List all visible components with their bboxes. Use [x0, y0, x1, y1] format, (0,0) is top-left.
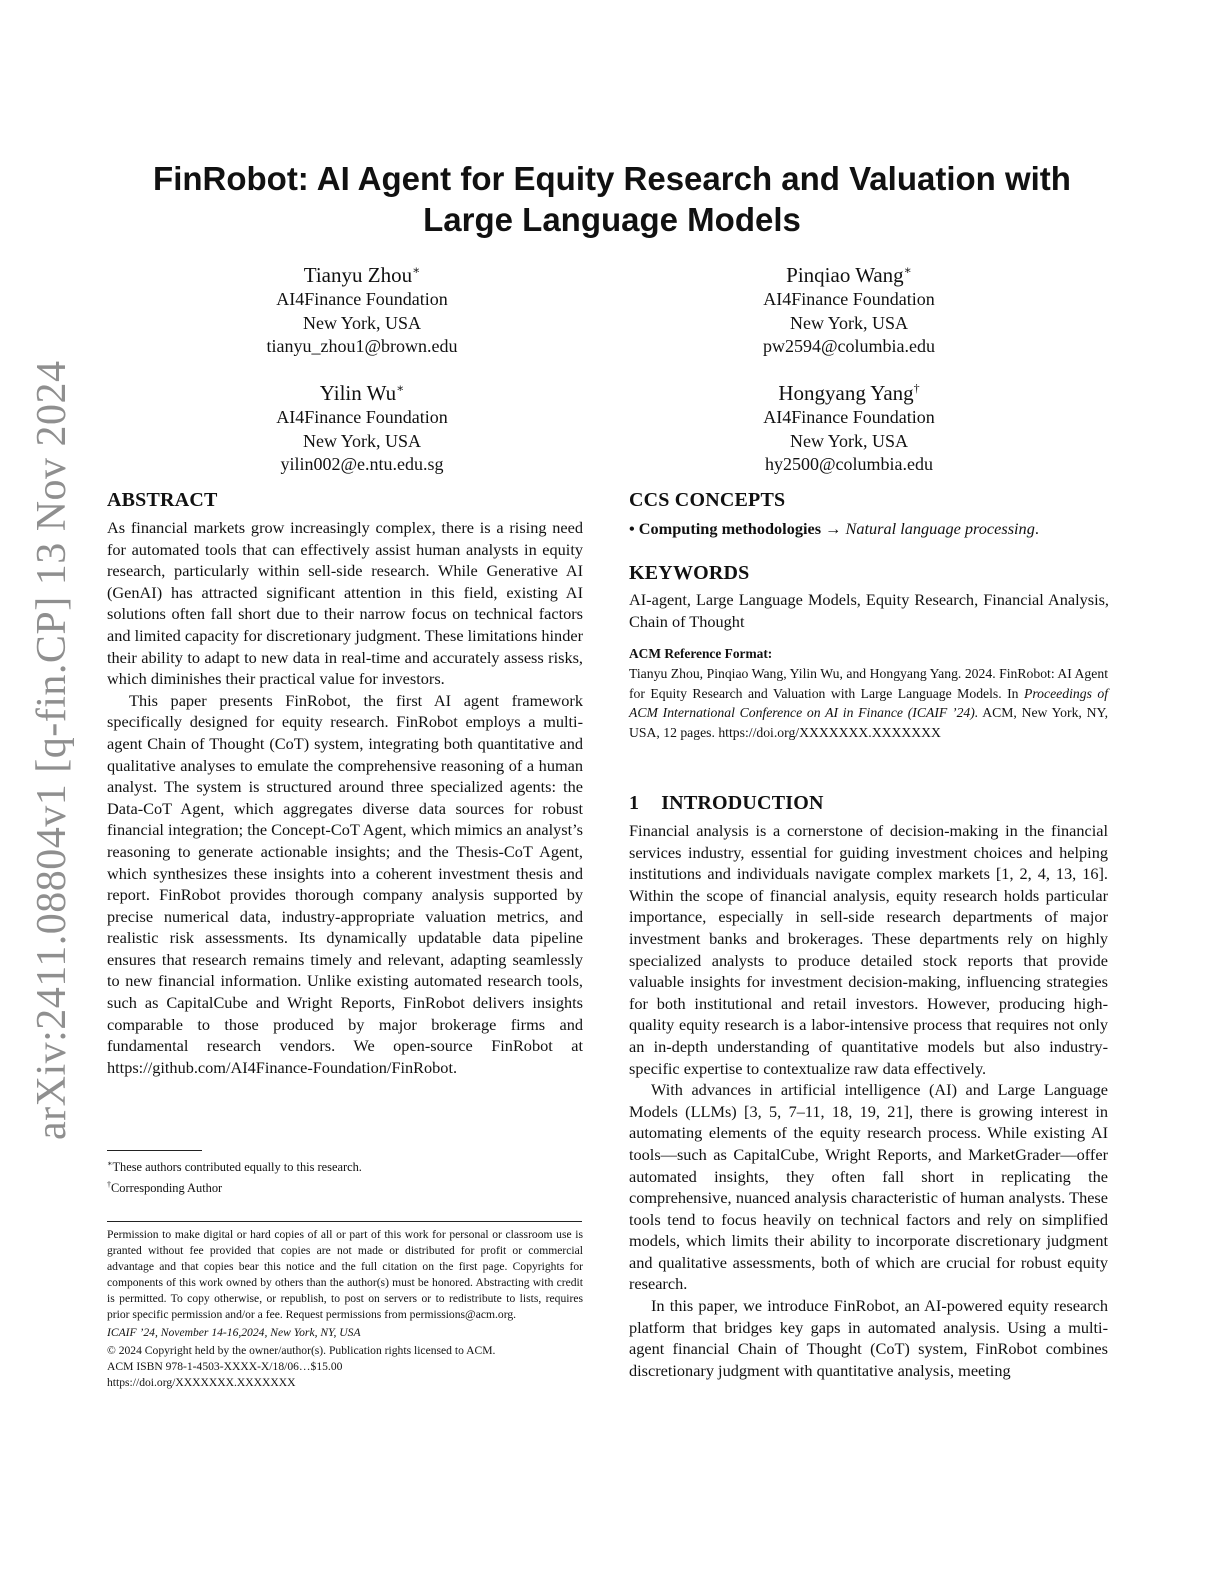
author-name: Pinqiao Wang∗ — [786, 263, 912, 287]
introduction-heading: 1 INTRODUCTION — [629, 792, 824, 814]
footnotes — [107, 1155, 587, 1197]
copyright-line: © 2024 Copyright held by the owner/author(s). Publication rights licensed to ACM. — [107, 1343, 496, 1357]
title-line-2: Large Language Models — [423, 201, 801, 238]
intro-paragraph: In this paper, we introduce FinRobot, an AI-powered equity research platform that bridges key gaps in automated analysis. Using a multi-agent financial Chain of Thought (CoT) system, FinRobot combines discretionary judgment with quantitative analysis, meeting — [629, 1296, 1108, 1380]
author-block-4 — [679, 375, 1019, 477]
author-name: Hongyang Yang† — [778, 381, 920, 405]
paper-title — [100, 158, 1124, 240]
author-email: hy2500@columbia.edu — [764, 454, 934, 474]
abstract-paragraph: As financial markets grow increasingly complex, there is a rising need for automated tools that can effectively assist human analysts in equity research, particularly within sell-side research. While Generative AI (GenAI) has attracted significant attention in this field, existing AI solutions often fall short due to their narrow focus on technical factors and limited capacity for discretionary judgment. These limitations hinder their ability to adapt to new data in real-time and accurately assess risks, which diminishes their practical value for investors. — [107, 518, 583, 689]
title-line-1: FinRobot: AI Agent for Equity Research and Valuation with — [153, 160, 1071, 197]
author-affiliation: AI4Finance Foundation — [276, 407, 448, 427]
author-name: Yilin Wu∗ — [319, 381, 405, 405]
footnote-equal-contribution: ∗These authors contributed equally to this research. — [107, 1159, 362, 1175]
intro-paragraph: Financial analysis is a cornerstone of decision-making in the financial services industry, essential for guiding investment choices and helping institutions and individuals navigate complex markets [1, 2, 4, 13, 16]. Within the scope of financial analysis, equity research holds particular importance, especially in sell-side research departments of major investment banks and brokerages. These departments rely on highly specialized analysts to produce detailed stock reports that provide valuable insights for investment decision-making, influencing strategies for both institutional and retail investors. However, producing high-quality equity research is a labor-intensive process that requires not only an in-depth understanding of quantitative models but also industry-specific expertise to contextualize raw data effectively. — [629, 821, 1108, 1078]
author-location: New York, USA — [789, 312, 909, 333]
introduction-body — [629, 820, 1108, 1381]
permission-text: Permission to make digital or hard copies of all or part of this work for personal or classroom use is granted without fee provided that copies are not made or distributed for profit or commercial advantage and that copies bear this notice and the full citation on the first page. Copyrights for components of this work owned by others than the author(s) must be honored. Abstracting with credit is permitted. To copy otherwise, or republish, to post on servers or to redistribute to lists, requires prior specific permission and/or a fee. Request permissions from permissions@acm.org. — [107, 1228, 583, 1322]
ccs-category: Computing methodologies — [638, 519, 822, 538]
author-affiliation: AI4Finance Foundation — [763, 407, 935, 427]
author-block-2 — [679, 257, 1019, 359]
abstract-body — [107, 517, 583, 1078]
footnote-divider — [107, 1150, 202, 1151]
permission-divider — [107, 1221, 582, 1222]
acm-reference-heading: ACM Reference Format: — [629, 646, 773, 661]
author-email: pw2594@columbia.edu — [762, 336, 936, 356]
ccs-concept-name: Natural language processing — [845, 519, 1035, 538]
author-email: tianyu_zhou1@brown.edu — [266, 336, 458, 356]
acm-reference-text: Tianyu Zhou, Pinqiao Wang, Yilin Wu, and Hongyang Yang. 2024. FinRobot: AI Agent for Equity Research and Valuation with Large Language Models. In Proceedings of ACM International Conference on AI in Finance (ICAIF ’24). ACM, New York, NY, USA, 12 pages. https://doi.org/XXXXXXX.XXXXXXX — [629, 666, 1109, 740]
permission-notice — [107, 1227, 583, 1391]
author-block-3 — [192, 375, 532, 477]
keywords-heading: KEYWORDS — [629, 562, 750, 584]
ccs-concept: • Computing methodologies → Natural language processing. — [629, 519, 1039, 538]
author-email: yilin002@e.ntu.edu.sg — [280, 454, 444, 474]
author-name: Tianyu Zhou∗ — [303, 263, 421, 287]
acm-reference-venue: Proceedings of ACM International Conference on AI in Finance (ICAIF ’24). — [629, 685, 1108, 721]
author-location: New York, USA — [302, 312, 422, 333]
abstract-heading: ABSTRACT — [107, 489, 218, 511]
footnote-corresponding: †Corresponding Author — [107, 1180, 223, 1196]
author-affiliation: AI4Finance Foundation — [763, 289, 935, 309]
keywords-text: AI-agent, Large Language Models, Equity Research, Financial Analysis, Chain of Thought — [629, 590, 1109, 631]
ccs-heading: CCS CONCEPTS — [629, 489, 786, 511]
author-affiliation: AI4Finance Foundation — [276, 289, 448, 309]
conference-info: ICAIF ’24, November 14-16,2024, New York, NY, USA — [107, 1325, 361, 1339]
isbn-line: ACM ISBN 978-1-4503-XXXX-X/18/06…$15.00 — [107, 1359, 343, 1373]
author-block-1 — [192, 257, 532, 359]
doi-line: https://doi.org/XXXXXXX.XXXXXXX — [107, 1375, 296, 1389]
abstract-paragraph: This paper presents FinRobot, the first AI agent framework specifically designed for equity research. FinRobot employs a multi-agent Chain of Thought (CoT) system, integrating both quantitative and qualitative analyses to emulate the comprehensive reasoning of a human analyst. The system is structured around three specialized agents: the Data-CoT Agent, which aggregates diverse data sources for robust financial integration; the Concept-CoT Agent, which mimics an analyst’s reasoning to generate actionable insights; and the Thesis-CoT Agent, which synthesizes these insights into a coherent investment thesis and report. FinRobot provides thorough company analysis supported by precise numerical data, industry-appropriate valuation metrics, and realistic risk assessments. Its dynamically updatable data pipeline ensures that research remains timely and relevant, adapting seamlessly to new financial information. Unlike existing automated research tools, such as CapitalCube and Wright Reports, FinRobot delivers insights comparable to those produced by major brokerage firms and fundamental research vendors. We open-source FinRobot at https://github.com/AI4Finance-Foundation/FinRobot. — [107, 690, 583, 1077]
arxiv-identifier: arXiv:2411.08804v1 [q-fin.CP] 13 Nov 2024 — [29, 360, 75, 1140]
author-location: New York, USA — [302, 430, 422, 451]
intro-paragraph: With advances in artificial intelligence (AI) and Large Language Models (LLMs) [3, 5, 7–11, 18, 19, 21], there is growing interest in automating elements of the equity research process. While existing AI tools—such as CapitalCube, Wright Reports, and MarketGrader—offer automated insights, they often fall short in replicating the comprehensive, nuanced analysis characteristic of human analysts. These tools tend to focus heavily on technical factors and rely on simplified models, which limits their ability to incorporate discretionary judgment and qualitative assessments, both of which are crucial for robust equity research. — [629, 1080, 1108, 1294]
author-location: New York, USA — [789, 430, 909, 451]
